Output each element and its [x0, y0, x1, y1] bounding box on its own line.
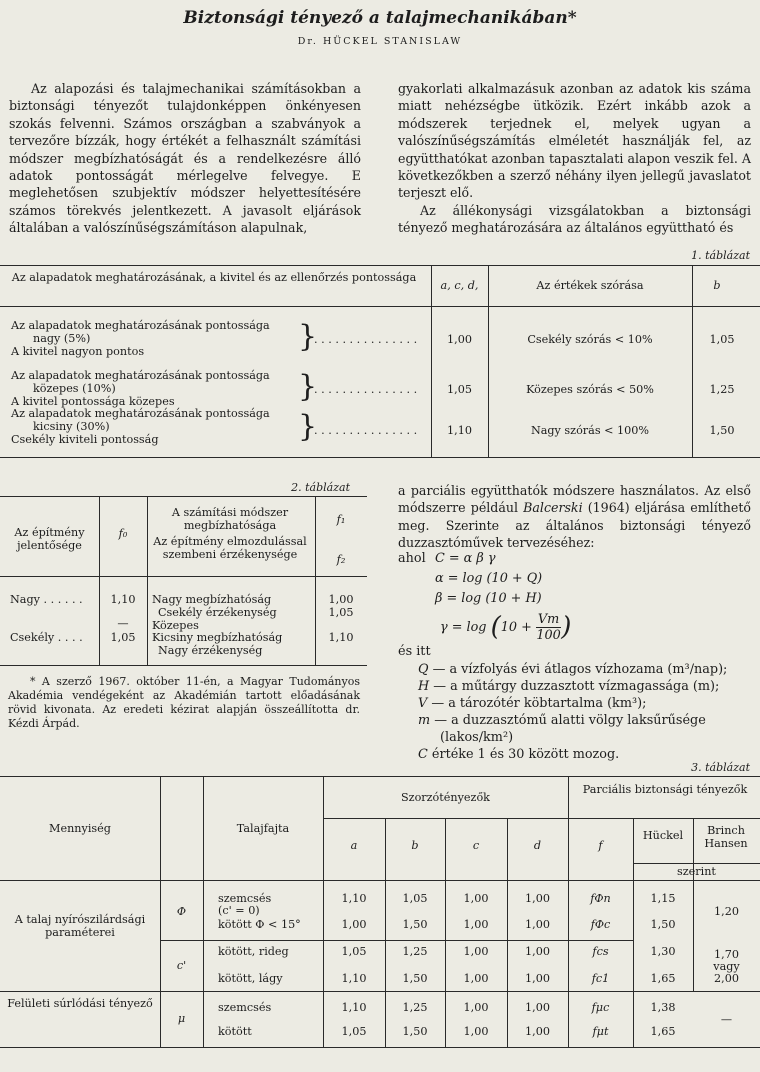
- table-3-header-brinch-hansen: Brinch Hansen: [704, 824, 748, 850]
- table-3-row3-b: 1,25: [402, 945, 428, 958]
- table-2-csekely-erzekenyseg: Csekély érzékenység: [158, 606, 277, 619]
- definitions-list: [418, 662, 758, 764]
- table-3-header-szerint: szerint: [677, 865, 716, 878]
- equation-beta: β = log (10 + H): [435, 591, 542, 606]
- equation-gamma-lhs: γ = log: [440, 620, 487, 635]
- right-paragraph-2-rest: (1964) eljárása említhető meg. Szerinte az általános biztonsági tényező duzzasztóművek tervezéséhez:: [398, 500, 751, 551]
- article-author: Dr. HÜCKEL STANISLAW: [297, 36, 463, 47]
- table-3-row1-talaj: szemcsés: [218, 892, 272, 905]
- table-1-row1-szoras: Csekély szórás < 10%: [527, 333, 653, 346]
- definition-symbol: V: [418, 696, 428, 711]
- dot-leader: . . . . . . . . . . . . . . .: [314, 424, 418, 437]
- table-3-brinch-2b: vagy: [713, 960, 740, 973]
- table-1-header-acd: a, c, d,: [440, 279, 479, 292]
- table-1-row2-szoras: Közepes szórás < 50%: [526, 383, 654, 396]
- table-1-row2-line3: A kivitel pontossága közepes: [11, 395, 175, 408]
- table-3-brinch-2a: 1,70: [714, 948, 739, 961]
- table-3-row1-a: 1,10: [341, 892, 367, 905]
- definition-m-unit: (lakos/km²): [440, 730, 514, 745]
- table-3-row2-huckel: 1,50: [650, 918, 676, 931]
- table-3-symbol-mu: μ: [177, 1012, 186, 1025]
- table-1-row1-b: 1,05: [709, 333, 735, 346]
- definition-text: — a tározótér köbtartalma (km³);: [431, 696, 647, 711]
- table-2-caption: 2. táblázat: [291, 481, 350, 494]
- table-2-nagy-erzekenyseg: Nagy érzékenység: [158, 644, 263, 657]
- table-3-row3-huckel: 1,30: [650, 945, 676, 958]
- table-3-header-szorzotenyezok: Szorzótényezők: [401, 791, 490, 804]
- table-3-row4-a: 1,10: [341, 972, 367, 985]
- table-3-row5-a: 1,10: [341, 1001, 367, 1014]
- table-3-row4-d: 1,00: [525, 972, 550, 985]
- table-3-row6-f: fμt: [592, 1025, 609, 1038]
- table-1-row3-b: 1,50: [709, 424, 735, 437]
- table-3-header-d: d: [533, 839, 542, 852]
- table-3-row6-b: 1,50: [402, 1025, 428, 1038]
- intro-right-paragraph-1: gyakorlati alkalmazásuk azonban az adatok kis száma miatt nehézségbe ütközik. Ezért inkább azok a módszerek terjednek el, melyek ugyan a valószínűségszámítás elméletét használják fel, az együtthatókat azonban tapasztalati alapon veszik fel. A következőkben a szerző néhány ilyen jellegű javaslatot terjeszt elő.: [398, 81, 751, 201]
- table-1-row2-acd: 1,05: [447, 383, 472, 396]
- brace-icon: }: [298, 319, 318, 354]
- table-3-header-f: f: [598, 839, 603, 852]
- equation-gamma-denominator: 100: [536, 628, 561, 643]
- table-3-symbol-c: c': [176, 959, 187, 972]
- definition-h: [418, 679, 758, 696]
- table-3-row5-b: 1,25: [402, 1001, 428, 1014]
- intro-left-paragraph: Az alapozási és talajmechanikai számításokban a biztonsági tényezőt tulajdonképpen önkényesen szokás felvenni. Számos országban a szabványok a tervezőre bízzák, hogy értékét a felhasznált számítási módszer megbízhatóságát és a rendelkezésre álló adatok pontosságát mérlegelve felvegye. E meglehetősen szubjektív módszer helyettesítésére számos törekvés jelentkezett. A javasolt eljárások általában a valószínűségszámításon alapulnak,: [9, 81, 361, 236]
- table-3-brinch-3: —: [720, 1013, 733, 1026]
- table-2-row-nagy-f0: 1,10: [110, 593, 136, 606]
- definition-text: — a vízfolyás évi átlagos vízhozama (m³/nap);: [432, 662, 728, 677]
- intro-left-column: [9, 80, 361, 237]
- equation-gamma-numerator: Vm: [537, 612, 560, 627]
- table-2-nagy-megbizhatosag: Nagy megbízhatóság: [152, 593, 272, 606]
- table-3-row1-d: 1,00: [525, 892, 550, 905]
- table-3-row2-b: 1,50: [402, 918, 428, 931]
- table-3-header-c: c: [472, 839, 480, 852]
- equation-alpha: α = log (10 + Q): [435, 571, 543, 586]
- table-3-row4-b: 1,50: [402, 972, 428, 985]
- table-3-row3-talaj: kötött, rideg: [218, 945, 289, 958]
- table-3-row3-c: 1,00: [463, 945, 489, 958]
- table-3-row3-a: 1,05: [341, 945, 367, 958]
- c-symbol: C: [418, 747, 428, 762]
- table-3-row1-b: 1,05: [402, 892, 428, 905]
- brace-icon: }: [298, 409, 318, 444]
- table-3-row6-a: 1,05: [341, 1025, 367, 1038]
- table-1-row3-acd: 1,10: [447, 424, 472, 437]
- table-3-row6-huckel: 1,65: [650, 1025, 676, 1038]
- c-range-text: értéke 1 és 30 között mozog.: [431, 747, 620, 762]
- dot-leader: . . . . . . . . . . . . . . .: [314, 333, 418, 346]
- table-3-symbol-phi: Φ: [176, 905, 187, 918]
- definition-q: [418, 662, 758, 679]
- table-3-header-a: a: [350, 839, 358, 852]
- definition-m: [418, 713, 758, 730]
- table-3-row4-huckel: 1,65: [650, 972, 676, 985]
- table-2-header-erzekenyseg: Az építmény elmozdulással szembeni érzékenysége: [153, 535, 307, 561]
- table-3-row5-f: fμc: [591, 1001, 610, 1014]
- table-3-row5-huckel: 1,38: [650, 1001, 676, 1014]
- table-2-row-nagy-label: Nagy . . . . . .: [10, 593, 83, 606]
- table-3-row5-c: 1,00: [463, 1001, 489, 1014]
- table-1-row3-line2: kicsiny (30%): [33, 420, 110, 433]
- intro-right-column: [398, 80, 751, 237]
- table-2-header-f0: f₀: [118, 527, 128, 540]
- table-3-row5-d: 1,00: [525, 1001, 550, 1014]
- es-itt-label: és itt: [398, 644, 431, 659]
- table-2-row-csekely-f0: 1,05: [110, 631, 136, 644]
- table-1-row3-line1: Az alapadatok meghatározásának pontossága: [11, 407, 270, 420]
- table-1-row1-acd: 1,00: [447, 333, 472, 346]
- intro-right-paragraph-2: Az állékonysági vizsgálatokban a biztonsági tényező meghatározására az általános együttható és: [398, 202, 751, 236]
- table-1-row1-line3: A kivitel nagyon pontos: [11, 345, 145, 358]
- table-3-row2-d: 1,00: [525, 918, 550, 931]
- table-3-header-huckel: Hückel: [642, 829, 684, 842]
- dot-leader: . . . . . . . . . . . . . . .: [314, 383, 418, 396]
- table-3-row3-d: 1,00: [525, 945, 550, 958]
- table-2-kicsiny-megbizhatosag: Kicsiny megbízhatóság: [152, 631, 283, 644]
- table-1-row1-line2: nagy (5%): [33, 332, 91, 345]
- definition-symbol: H: [418, 679, 430, 694]
- table-3-row6-d: 1,00: [525, 1025, 550, 1038]
- table-3-row2-a: 1,00: [341, 918, 367, 931]
- definition-symbol: Q: [418, 662, 429, 677]
- definition-text: — a duzzasztómű alatti völgy laksűrűsége: [434, 713, 706, 728]
- table-2-csekely-erzekenyseg-f2: 1,05: [328, 606, 354, 619]
- table-1-row3-szoras: Nagy szórás < 100%: [530, 424, 650, 437]
- table-3-row5-talaj: szemcsés: [218, 1001, 272, 1014]
- table-3-row1-c: 1,00: [463, 892, 489, 905]
- table-2-dash: —: [117, 617, 129, 630]
- table-3-group-surlodas: Felületi súrlódási tényező: [7, 997, 153, 1010]
- table-3-header-talajfajta: Talajfajta: [236, 822, 290, 835]
- table-3-row1-huckel: 1,15: [650, 892, 676, 905]
- table-1-row2-line2: közepes (10%): [33, 382, 116, 395]
- table-3-header-b: b: [411, 839, 419, 852]
- definition-symbol: m: [418, 713, 431, 728]
- table-2-header-f2: f₂: [336, 553, 346, 566]
- table-3-group-nyiroszilardsag: A talaj nyírószilárdsági paraméterei: [14, 913, 146, 939]
- table-1-header-szoras: Az értékek szórása: [536, 279, 644, 292]
- right-paragraph-2-text: a parciális együtthatók módszere használatos. Az első módszerre például: [398, 483, 751, 516]
- table-3-row4-f: fc1: [591, 972, 610, 985]
- table-3-row6-c: 1,00: [463, 1025, 489, 1038]
- equation-gamma: γ = log (10 + $\frac{Vm}{100}$ ): [440, 612, 572, 643]
- table-2-kicsiny-megbizhatosag-f1: 1,10: [328, 631, 354, 644]
- table-1-row3-line3: Csekély kiviteli pontosság: [11, 433, 159, 446]
- table-2-kozepes: Közepes: [152, 619, 199, 632]
- table-3-brinch-2c: 2,00: [714, 972, 739, 985]
- table-1-caption: 1. táblázat: [691, 249, 750, 262]
- table-3-header-mennyiseg: Mennyiség: [49, 822, 111, 835]
- footnote: * A szerző 1967. október 11-én, a Magyar Tudományos Akadémia vendégeként az Akadémián tartott előadásának rövid kivonata. Az eredeti kézirat alapján összeállította dr. Kézdi Árpád.: [8, 675, 360, 730]
- table-1-row2-line1: Az alapadatok meghatározásának pontossága: [11, 369, 270, 382]
- table-1-row1-line1: Az alapadatok meghatározásának pontossága: [11, 319, 270, 332]
- right-paragraph-2: [398, 482, 751, 552]
- table-3-header-parcialis: Parciális biztonsági tényezők: [582, 783, 748, 796]
- table-3-row2-c: 1,00: [463, 918, 489, 931]
- definition-text: — a műtárgy duzzasztott vízmagassága (m);: [433, 679, 720, 694]
- table-2-header-jelentoseg: Az építmény jelentősége: [14, 526, 85, 552]
- table-3-row1-talaj2: (c' = 0): [218, 904, 260, 917]
- table-2-header-megbizhatosag: A számítási módszer megbízhatósága: [171, 506, 289, 532]
- table-3-row6-talaj: kötött: [218, 1025, 252, 1038]
- table-2-header-f1: f₁: [336, 513, 346, 526]
- table-3-row4-talaj: kötött, lágy: [218, 972, 283, 985]
- definition-v: [418, 696, 758, 713]
- equation-c: C = α β γ: [435, 551, 496, 566]
- ahol-label: ahol: [398, 551, 426, 566]
- brace-icon: }: [298, 369, 318, 404]
- table-3-row3-f: fcs: [592, 945, 609, 958]
- table-2-row-csekely-label: Csekély . . . .: [10, 631, 83, 644]
- table-1-header-b: b: [713, 279, 721, 292]
- table-2-nagy-megbizhatosag-f1: 1,00: [328, 593, 354, 606]
- table-3-row2-f: fΦc: [590, 918, 611, 931]
- table-3-brinch-1: 1,20: [714, 905, 739, 918]
- table-3-row2-talaj: kötött Φ < 15°: [218, 918, 301, 931]
- cited-author: Balcerski: [523, 500, 583, 516]
- table-1-row2-b: 1,25: [709, 383, 735, 396]
- equation-gamma-inner: 10 +: [500, 620, 532, 635]
- table-3-row1-f: fΦn: [590, 892, 611, 905]
- table-3-row4-c: 1,00: [463, 972, 489, 985]
- table-1-header-pontossag: Az alapadatok meghatározásának, a kivitel és az ellenőrzés pontossága: [11, 271, 417, 284]
- article-title: Biztonsági tényező a talajmechanikában*: [183, 8, 577, 28]
- table-3-caption: 3. táblázat: [691, 761, 750, 774]
